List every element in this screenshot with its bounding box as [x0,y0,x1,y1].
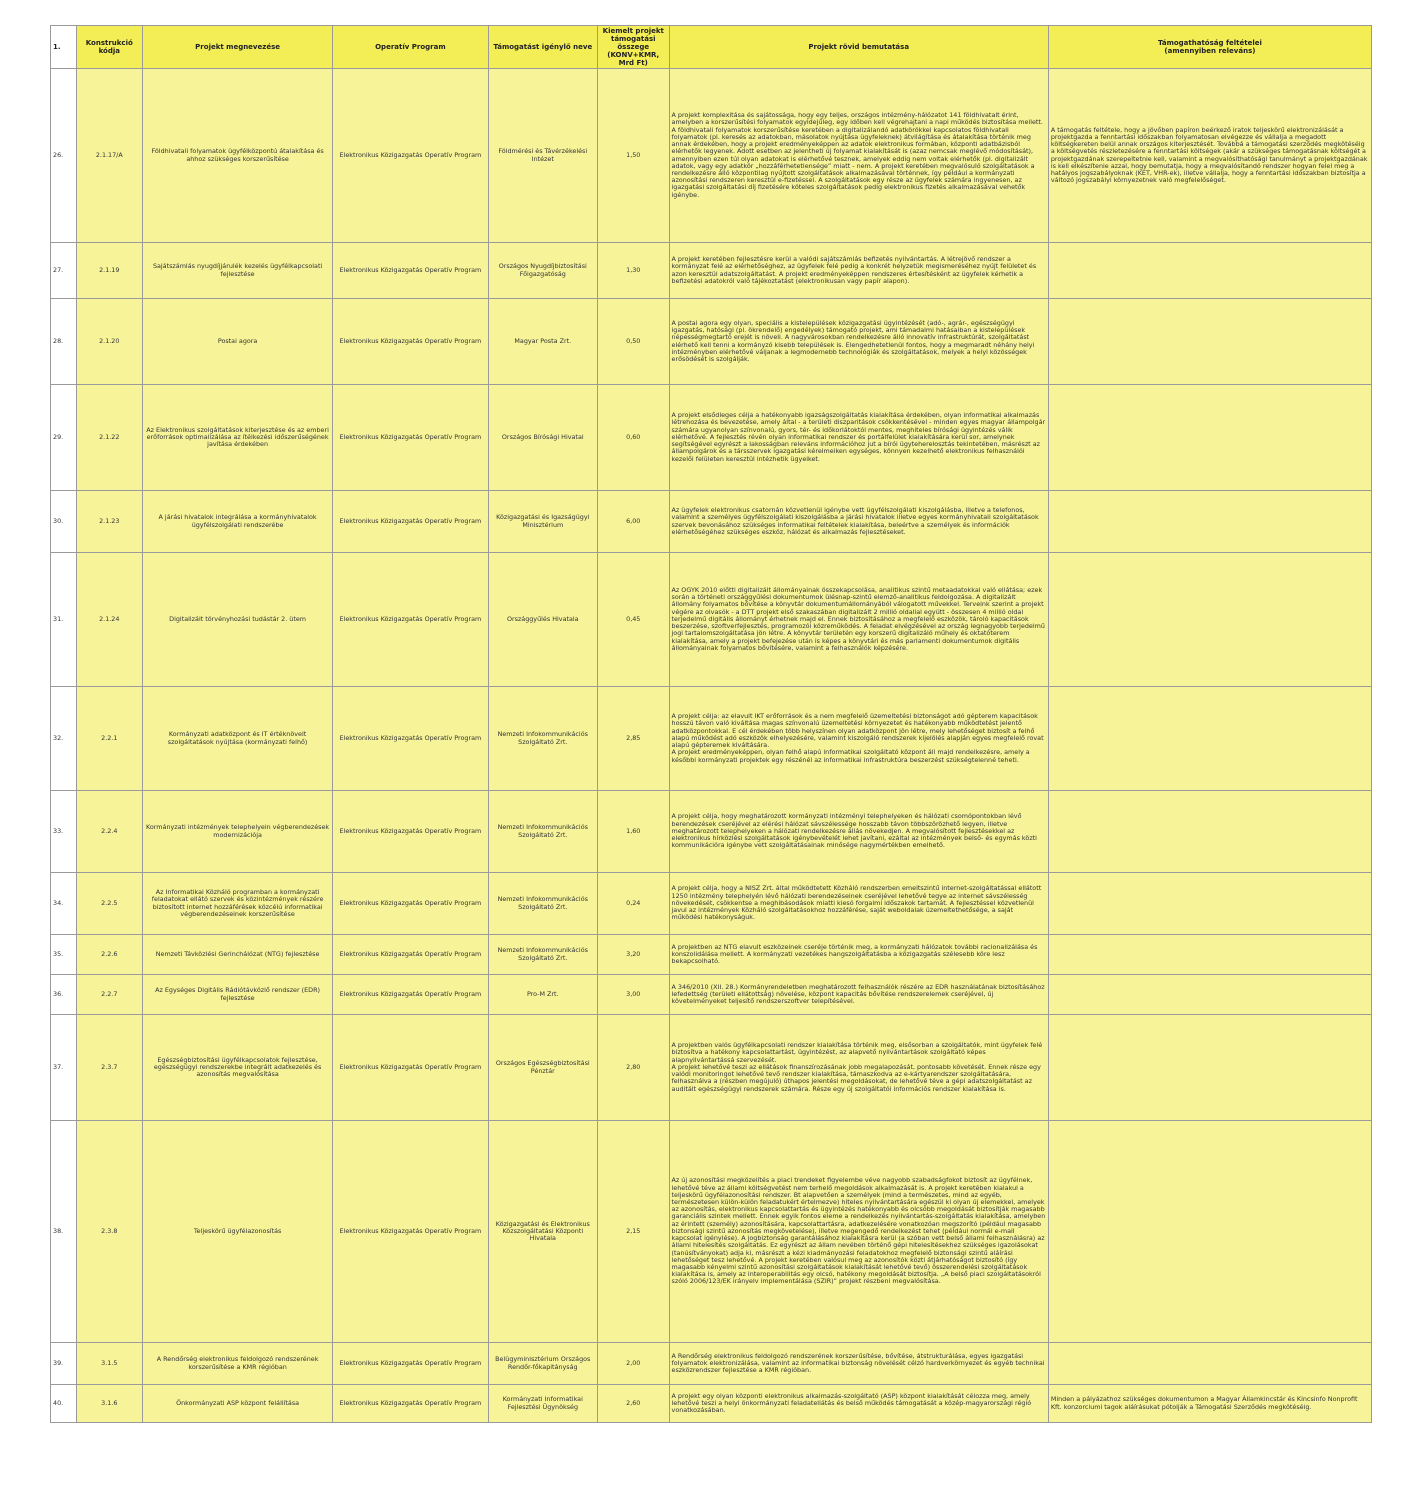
cell-description: A projekt egy olyan központi elektronikus alkalmazás-szolgáltató (ASP) központ kialakítását célozza meg, amely lehetővé teszi a helyi önkormányzati feladatellátás és belső működés támogatását a közép-magyarországi régió vonatkozásában. [669,1385,1048,1423]
cell-number: 31. [51,553,77,687]
cell-construction-code: 2.2.7 [76,975,142,1015]
cell-construction-code: 2.2.4 [76,791,142,873]
cell-requester: Országos Nyugdíjbiztosítási Főigazgatóság [488,243,597,299]
cell-number: 26. [51,69,77,243]
cell-description: A postai agora egy olyan, speciális a kistelepülések közigazgatási ügyintézését (adó-, agrár-, egészségügyi igazgatás, hatósági (pl. ökrendelő) engedélyek) támogató projekt, ami támadalmi hatásaiban a kistelepülések népességmegtartó erejét is növeli. A nagyvárosokban rendelkezésre álló innovatív infrastruktúrát, szolgáltatást elérhető kell tenni a kormányzó kisebb települések is. Elengedhetetlenül fontos, hogy a megmaradt néhány helyi intézményben elérhetővé váljanak a legmodernebb technológiák és szolgáltatások, melyek a helyi közösségek erősödését is szolgálják. [669,299,1048,385]
cell-requester: Közigazgatási és Elektronikus Közszolgáltatási Központi Hivatala [488,1121,597,1343]
cell-conditions [1048,687,1371,791]
cell-number: 28. [51,299,77,385]
cell-conditions [1048,299,1371,385]
cell-description: A projekt keretében fejlesztésre kerül a valódi sajátszámlás befizetés nyilvántartás. A létrejövő rendszer a kormányzat felé az elérhetőséghez, az ügyfelek felé pedig a konkrét helyzetük megismeréséhez nyújt felületet és azon keresztül adatszolgáltatást. A projekt eredményeképpen rendszeres értesítésként az ügyfelek kérhetik a befizetési adatokról való tájékoztatást (elektronikusan vagy papír alapon). [669,243,1048,299]
cell-requester: Magyar Posta Zrt. [488,299,597,385]
cell-project-name: A Rendőrség elektronikus feldolgozó rendszerének korszerűsítése a KMR régióban [143,1343,333,1385]
cell-construction-code: 2.2.5 [76,873,142,935]
cell-number: 39. [51,1343,77,1385]
cell-project-name: Önkormányzati ASP központ felállítása [143,1385,333,1423]
cell-construction-code: 2.3.7 [76,1015,142,1121]
cell-amount: 1,50 [597,69,669,243]
cell-construction-code: 2.1.20 [76,299,142,385]
cell-number: 33. [51,791,77,873]
header-name: Projekt megnevezése [143,26,333,69]
cell-number: 40. [51,1385,77,1423]
cell-construction-code: 2.1.17/A [76,69,142,243]
table-row [51,1343,1372,1385]
cell-requester: Nemzeti Infokommunikációs Szolgáltató Zrt. [488,791,597,873]
cell-description: A projektben valós ügyfélkapcsolati rendszer kialakítása történik meg, elsősorban a szolgáltatók, mint ügyfelek felé biztosítva a hatékony kapcsolattartást, ügyintézést, az alapvető nyilvántartások szolgáltató képes alapnyilvántartássá szervezését. A projekt lehetővé teszi az ellátások finanszírozásának jobb megalapozását, pontosabb követését. Ennek része egy valódi monitoringot lehetővé tevő rendszer kialakítása, támaszkodva az e-kártyarendszer szolgáltatására, felhasználva a (részben megújuló) úthapos jelentési megoldásokat, de lehetővé téve a gépi adatszolgáltatást az auditált egészségügyi rendszerek számára. Része egy új szolgáltatói információs rendszer kialakítása is. [669,1015,1048,1121]
cell-project-name: Kormányzati adatközpont és IT értéknövelt szolgáltatások nyújtása (kormányzati felhő) [143,687,333,791]
cell-project-name: Az Egységes Digitális Rádiótávközlő rendszer (EDR) fejlesztése [143,975,333,1015]
cell-construction-code: 2.1.24 [76,553,142,687]
cell-description: A projekt célja: az elavult IKT erőforrások és a nem megfelelő üzemeltetési biztonságot adó gépterem kapacitások hosszú távon való kiváltása magas színvonalú üzemeltetési környezetet és hatékonyabb működtetést jelentő adatközpontokkal. E cél érdekében több helyszínen olyan adatközpont jön létre, mely lehetőséget biztosít a felhő alapú működést adó eszközök elhelyezésére, valamint kiszolgáló rendszerek kijelölés alapján egyes megfelelő rovat alapú gépteremek kiváltására. A projekt eredményeképpen, olyan felhő alapú informatikai szolgáltató központ áll majd rendelkezésre, amely a későbbi kormányzati projektek egy részénél az informatikai infrastruktúra beszerzést szükségtelenné teheti. [669,687,1048,791]
table-row [51,243,1372,299]
cell-requester: Belügyminisztérium Országos Rendőr-főkapitányság [488,1343,597,1385]
cell-amount: 2,00 [597,1343,669,1385]
table-row [51,975,1372,1015]
cell-project-name: Nemzeti Távközlési Gerinchálózat (NTG) fejlesztése [143,935,333,975]
cell-description: A projekt komplexitása és sajátossága, hogy egy teljes, országos intézmény-hálózatot 141 földhivatalt érint, amelyben a korszerűsítési folyamatok egyidejűleg, egy időben kell végrehajtani a napi működés biztosítása mellett. A földhivatali folyamatok korszerűsítése keretében a digitalizálandó adatkörökkel kapcsolatos földhivatali folyamatok (pl. keresés az adatokban, másolatok nyújtása ügyfeleknek) átvilágítása és átalakítása történik meg annak érdekében, hogy a projekt eredményeképpen az adatok elektronikus formában, központi adatbázisból elérhetők legyenek. Adott esetben az jelentheti új folyamat kialakítását is (azaz nemcsak meglévő módosítását), amennyiben ezen túl olyan adatokat is elérhetővé tesznek, amelyek eddig nem voltak elérhetők (pl. digitalizált adatok, vagy egy adatkör „hozzáférhetetlensége” miatt - nem. A projekt keretében megvalósuló szolgáltatások a rendelkezésre álló központilag nyújtott szolgáltatások alkalmazásával történnek, így például a kormányzati azonosítási rendszeren keresztül e-fizetéssel. A szolgáltatások egy része az ügyfelek számára ingyenesen, az igazgatási szolgáltatási díj fizetésére köteles szolgáltatások pedig elektronikus fizetés alkalmazásával vehetők igénybe. [669,69,1048,243]
cell-conditions [1048,385,1371,491]
cell-operative-program: Elektronikus Közigazgatás Operatív Program [333,491,488,553]
cell-operative-program: Elektronikus Közigazgatás Operatív Program [333,299,488,385]
cell-amount: 2,60 [597,1385,669,1423]
table-row [51,687,1372,791]
cell-conditions [1048,1343,1371,1385]
table-row [51,873,1372,935]
project-table [50,25,1372,1423]
cell-number: 37. [51,1015,77,1121]
cell-conditions: Minden a pályázathoz szükséges dokumentumon a Magyar Államkincstár és Kincsinfo Nonprofit Kft. konzorciumi tagok aláírásukat pótolják a Támogatási Szerződés megkötéséig. [1048,1385,1371,1423]
table-row [51,791,1372,873]
cell-conditions: A támogatás feltétele, hogy a jövőben papíron beérkező iratok teljeskörű elektronizálását a projektgazda a fenntartási időszakban folyamatosan elvégezze és vállalja a megadott költségkereten belül annak országos kiterjesztését. Továbbá a támogatási szerződés megkötéséig a költségvetés részletezésére a fenntartási költségek (akár a szükséges támogatásnak költségét a projektgazdának szerepeltetnie kell, valamint a megvalósíthatósági tanulmányt a projektgazdának is kell elkészítenie azzal, hogy bemutatja, hogy a megvalósítandó rendszer hogyan felel meg a hatályos jogszabályoknak (KET, VHR-ek), illetve vállalja, hogy a fenntartási időszakban biztosítja a változó jogszabályi környezetnek való megfelelőséget. [1048,69,1371,243]
cell-amount: 2,85 [597,687,669,791]
cell-operative-program: Elektronikus Közigazgatás Operatív Program [333,975,488,1015]
cell-project-name: Egészségbiztosítási ügyfélkapcsolatok fejlesztése, egészségügyi rendszerekbe integrált adatkezelés és azonosítás megvalósítása [143,1015,333,1121]
cell-conditions [1048,1121,1371,1343]
table-row [51,935,1372,975]
header-operative-program: Operatív Program [333,26,488,69]
cell-description: Az ügyfelek elektronikus csatornán közvetlenül igénybe vett ügyfélszolgálati kiszolgálásba, illetve a telefonos, valamint a személyes ügyfélszolgálati kiszolgálásba a járási hivatalok illetve egyes kormányhivatali szolgáltatások szervek bevonásához szükséges informatikai feltételek kialakítása, beleértve a személyek és információk elérhetőségéhez szükséges eszköz, hálózat és alkalmazás fejlesztéseket. [669,491,1048,553]
cell-operative-program: Elektronikus Közigazgatás Operatív Program [333,1343,488,1385]
cell-requester: Országgyűlés Hivatala [488,553,597,687]
table-row [51,553,1372,687]
header-row [51,26,1372,69]
cell-description: A projekt célja, hogy a NISZ Zrt. által működtetett Közháló rendszerben emeltszintű internet-szolgáltatással ellátott 1250 intézmény telephelyén lévő hálózati berendezéseinek cseréjével lehetővé tegye az internet sávszélesség növekedését, csökkentse a meghibásodások miatti kiesó forgalmi időszakok tartamát. A fejlesztéssel közvetlenül javul az intézmények Közháló szolgáltatásokhoz hozzáférése, saját weboldalak üzemeltethetősége, a saját működési hatékonyságuk. [669,873,1048,935]
cell-operative-program: Elektronikus Közigazgatás Operatív Program [333,1015,488,1121]
header-code: Konstrukció kódja [76,26,142,69]
cell-construction-code: 3.1.6 [76,1385,142,1423]
cell-description: A projekt elsődleges célja a hatékonyabb igazságszolgáltatás kialakítása érdekében, olyan informatikai alkalmazás létrehozása és bevezetése, amely által - a területi diszparitások csökkentésével - minden egyes magyar állampolgár számára ugyanolyan színvonalú, gyors, tér- és időkorlátoktól mentes, meghiteles bírósági ügyintézés válik elérhetővé. A fejlesztés révén olyan informatikai rendszer és portálfelület kialakítására kerül sor, amelynek segítségével egyrészt a lakosságban releváns információhoz jut a bírói ügyteherelosztás tekintetében, másrészt az állampolgárok és a társszervek igazgatási kérelmeiken egységes, könnyen kezelhető elektronikus felhasználói kezelői felületen keresztül intézhetik ügyeiket. [669,385,1048,491]
cell-project-name: Az Elektronikus szolgáltatások kiterjesztése és az emberi erőforrások optimalizálása az ítélkezési időszerűségének javítása érdekében [143,385,333,491]
cell-conditions [1048,935,1371,975]
cell-conditions [1048,491,1371,553]
header-num: 1. [51,26,77,69]
cell-description: Az új azonosítási megközelítés a piaci trendeket figyelembe véve nagyobb szabadságfokot biztosít az ügyfélnek, lehetővé téve az állami költségvetést nem terhelő megoldások alkalmazását is. A projekt keretében kialakul a teljeskörű ügyfélazonosítási rendszer. Bt alapvetően a személyek (mind a természetes, mind az egyéb, természetesen külön-külön feladatukért értelmezve) hiteles nyilvántartására egészül ki olyan új elemekkel, amelyek az azonosítás, elektronikus kapcsolattartás és ügyintézés hatékonyabb és olcsóbb megoldását biztosítják magasabb garanciális szintek mellett. Ennek egyik fontos eleme a rendelkezés nyilvántartás-szolgáltatás kialakítása, amelyben az érintett (személy) azonosítására, kapcsolattartásra, adatkezelésére vonatkozóan megszorító (például magasabb biztonsági szintű azonosítás megkövetelése), illetve megengedő rendelkezést tehet (például normál e-mail kapcsolat igénylése). A jogbiztonság garantálásához kialakításra kerül (a szóban vett belső állami felhasználásra) az állami hitelesítés szolgáltatás. Ez egyrészt az állam nevében történő gépi hitelesítésekhez szükséges igazolásokat (tanúsítványokat) adja ki, másrészt a kézi kiadmányozási feladatokhoz megfelelő biztonsági szintű aláírási lehetőséget tesz lehetővé. A projekt keretében valósul meg az azonosítók közti átjárhatóságot biztosító (így magasabb kényelmi szintű azonosítási szolgáltatások kialakítását lehetővé tevő) összerendelési szolgáltatások kialakítása is, amely az interoperabilitás egy olcsó, hatékony megoldását biztosítja. „A belső piaci szolgáltatásokról szóló 2006/123/EK irányelv implementálása (SZIR)” projekt részbeni megvalósítása. [669,1121,1048,1343]
header-requester: Támogatást igénylő neve [488,26,597,69]
cell-description: A Rendőrség elektronikus feldolgozó rendszerének korszerűsítése, bővítése, átstrukturálása, egyes igazgatási folyamatok elektronizálása, valamint az informatikai biztonság növelését célzó hardverkörnyezet és egyéb technikai eszközrendszer fejlesztése a KMR régióban. [669,1343,1048,1385]
cell-project-name: A járási hivatalok integrálása a kormányhivatalok ügyfélszolgálati rendszerébe [143,491,333,553]
table-row [51,69,1372,243]
cell-conditions [1048,243,1371,299]
cell-operative-program: Elektronikus Közigazgatás Operatív Program [333,553,488,687]
cell-operative-program: Elektronikus Közigazgatás Operatív Program [333,1121,488,1343]
cell-construction-code: 2.1.22 [76,385,142,491]
cell-conditions [1048,975,1371,1015]
cell-requester: Nemzeti Infokommunikációs Szolgáltató Zrt. [488,687,597,791]
cell-amount: 0,50 [597,299,669,385]
cell-description: Az OGYK 2010 előtti digitalizált állományainak összekapcsolása, analitikus szintű metaadatokkal való ellátása; ezek során a történeti országgyűlési dokumentumok ülésnap-szintű elemző-analitikus feldolgozása. A digitalizált állomány folyamatos bővítése a könyvtár dokumentumállományából válogatott művekkel. Terveink szerint a projekt végére az olvasók - a DTT projekt első szakaszában digitalizált 2 millió oldallal együtt - összesen 4 millió oldal terjedelmű digitális állományt érhetnek majd el. Ennek biztosításához a megfelelő eszközök, tároló kapacitások beszerzése, szoftverfejlesztés, programozói közreműködés. A feladat elvégzésével az ország legnagyobb terjedelmű jogi tartalomszolgáltatása jön létre. A könyvtár területén egy korszerű digitalizáló műhely és oktatóterem kialakítása, amely a projekt befejezése után is képes a könyvtári és más parlamenti dokumentumok digitális állományainak folyamatos bővítésére, valamint a felhasználók képzésére. [669,553,1048,687]
cell-operative-program: Elektronikus Közigazgatás Operatív Program [333,791,488,873]
cell-conditions [1048,1015,1371,1121]
cell-construction-code: 2.2.6 [76,935,142,975]
cell-construction-code: 3.1.5 [76,1343,142,1385]
cell-requester: Pro-M Zrt. [488,975,597,1015]
cell-project-name: Postai agora [143,299,333,385]
cell-description: A 346/2010 (XII. 28.) Kormányrendeletben meghatározott felhasználók részére az EDR használatának biztosításához lefedettség (területi ellátottság) növelése, központ kapacitás bővítése rendszerelemek cseréjével, új követelményeket teljesítő rendszerszoftver telepítésével. [669,975,1048,1015]
table-row [51,1121,1372,1343]
cell-description: A projektben az NTG elavult eszközeinek cseréje történik meg, a kormányzati hálózatok további racionalizálása és konszolidálása mellett. A kormányzati vezetékes hangszolgáltatásba a közigazgatás szélesebb köre lesz bekapcsolható. [669,935,1048,975]
cell-requester: Földmérési és Távérzékelési Intézet [488,69,597,243]
cell-conditions [1048,873,1371,935]
cell-project-name: Földhivatali folyamatok ügyfélközpontú átalakítása és ahhoz szükséges korszerűsítése [143,69,333,243]
cell-number: 38. [51,1121,77,1343]
cell-number: 32. [51,687,77,791]
cell-construction-code: 2.1.19 [76,243,142,299]
cell-operative-program: Elektronikus Közigazgatás Operatív Program [333,243,488,299]
table-row [51,385,1372,491]
cell-operative-program: Elektronikus Közigazgatás Operatív Program [333,69,488,243]
cell-description: A projekt célja, hogy meghatározott kormányzati intézményi telephelyeken és hálózati csomópontokban lévő berendezések cseréjével az elérési hálózat sávszélessége hosszabb távon többszörözhető legyen, illetve meghatározott telephelyeken a hálózati rendelkezésre állás növekedjen. A megvalósított fejlesztésekkel az elektronikus hírközlési szolgáltatások igénybevételét lehet javítani, ezáltal az intézmények belső- és egymás közti kommunikációra igénybe vett szolgáltatásainak minősége nagymértékben emelhető. [669,791,1048,873]
cell-project-name: Sajátszámlás nyugdíjjárulék kezelés ügyfélkapcsolati fejlesztése [143,243,333,299]
cell-amount: 0,45 [597,553,669,687]
cell-amount: 2,80 [597,1015,669,1121]
header-description: Projekt rövid bemutatása [669,26,1048,69]
table-row [51,1385,1372,1423]
cell-project-name: Digitalizált törvényhozási tudástár 2. ütem [143,553,333,687]
header-conditions: Támogathatóság feltételei (amennyiben releváns) [1048,26,1371,69]
table-row [51,299,1372,385]
cell-requester: Nemzeti Infokommunikációs Szolgáltató Zrt. [488,873,597,935]
cell-operative-program: Elektronikus Közigazgatás Operatív Program [333,687,488,791]
cell-amount: 2,15 [597,1121,669,1343]
cell-amount: 0,60 [597,385,669,491]
table-body [51,69,1372,1423]
cell-construction-code: 2.1.23 [76,491,142,553]
cell-construction-code: 2.2.1 [76,687,142,791]
cell-requester: Országos Bírósági Hivatal [488,385,597,491]
cell-operative-program: Elektronikus Közigazgatás Operatív Program [333,873,488,935]
cell-amount: 3,00 [597,975,669,1015]
cell-conditions [1048,791,1371,873]
cell-number: 29. [51,385,77,491]
cell-operative-program: Elektronikus Közigazgatás Operatív Program [333,1385,488,1423]
table-row [51,491,1372,553]
cell-requester: Nemzeti Infokommunikációs Szolgáltató Zrt. [488,935,597,975]
cell-requester: Közigazgatási és Igazságügyi Minisztérium [488,491,597,553]
cell-number: 27. [51,243,77,299]
cell-number: 35. [51,935,77,975]
cell-amount: 0,24 [597,873,669,935]
cell-number: 34. [51,873,77,935]
cell-operative-program: Elektronikus Közigazgatás Operatív Program [333,385,488,491]
cell-requester: Országos Egészségbiztosítási Pénztár [488,1015,597,1121]
cell-project-name: Az Informatikai Közháló programban a kormányzati feladatokat ellátó szervek és közintézmények részére biztosított internet hozzáférések közcélú informatikai végberendezéseinek korszerűsítése [143,873,333,935]
cell-requester: Kormányzati Informatikai Fejlesztési Ügynökség [488,1385,597,1423]
cell-amount: 6,00 [597,491,669,553]
cell-operative-program: Elektronikus Közigazgatás Operatív Program [333,935,488,975]
cell-project-name: Kormányzati intézmények telephelyein végberendezések modernizációja [143,791,333,873]
cell-number: 36. [51,975,77,1015]
header-amount: Kiemelt projekt támogatási összege (KONV+KMR, Mrd Ft) [597,26,669,69]
cell-number: 30. [51,491,77,553]
cell-conditions [1048,553,1371,687]
cell-amount: 1,60 [597,791,669,873]
cell-amount: 1,30 [597,243,669,299]
cell-project-name: Teljeskörű ügyfélazonosítás [143,1121,333,1343]
cell-amount: 3,20 [597,935,669,975]
cell-construction-code: 2.3.8 [76,1121,142,1343]
table-row [51,1015,1372,1121]
